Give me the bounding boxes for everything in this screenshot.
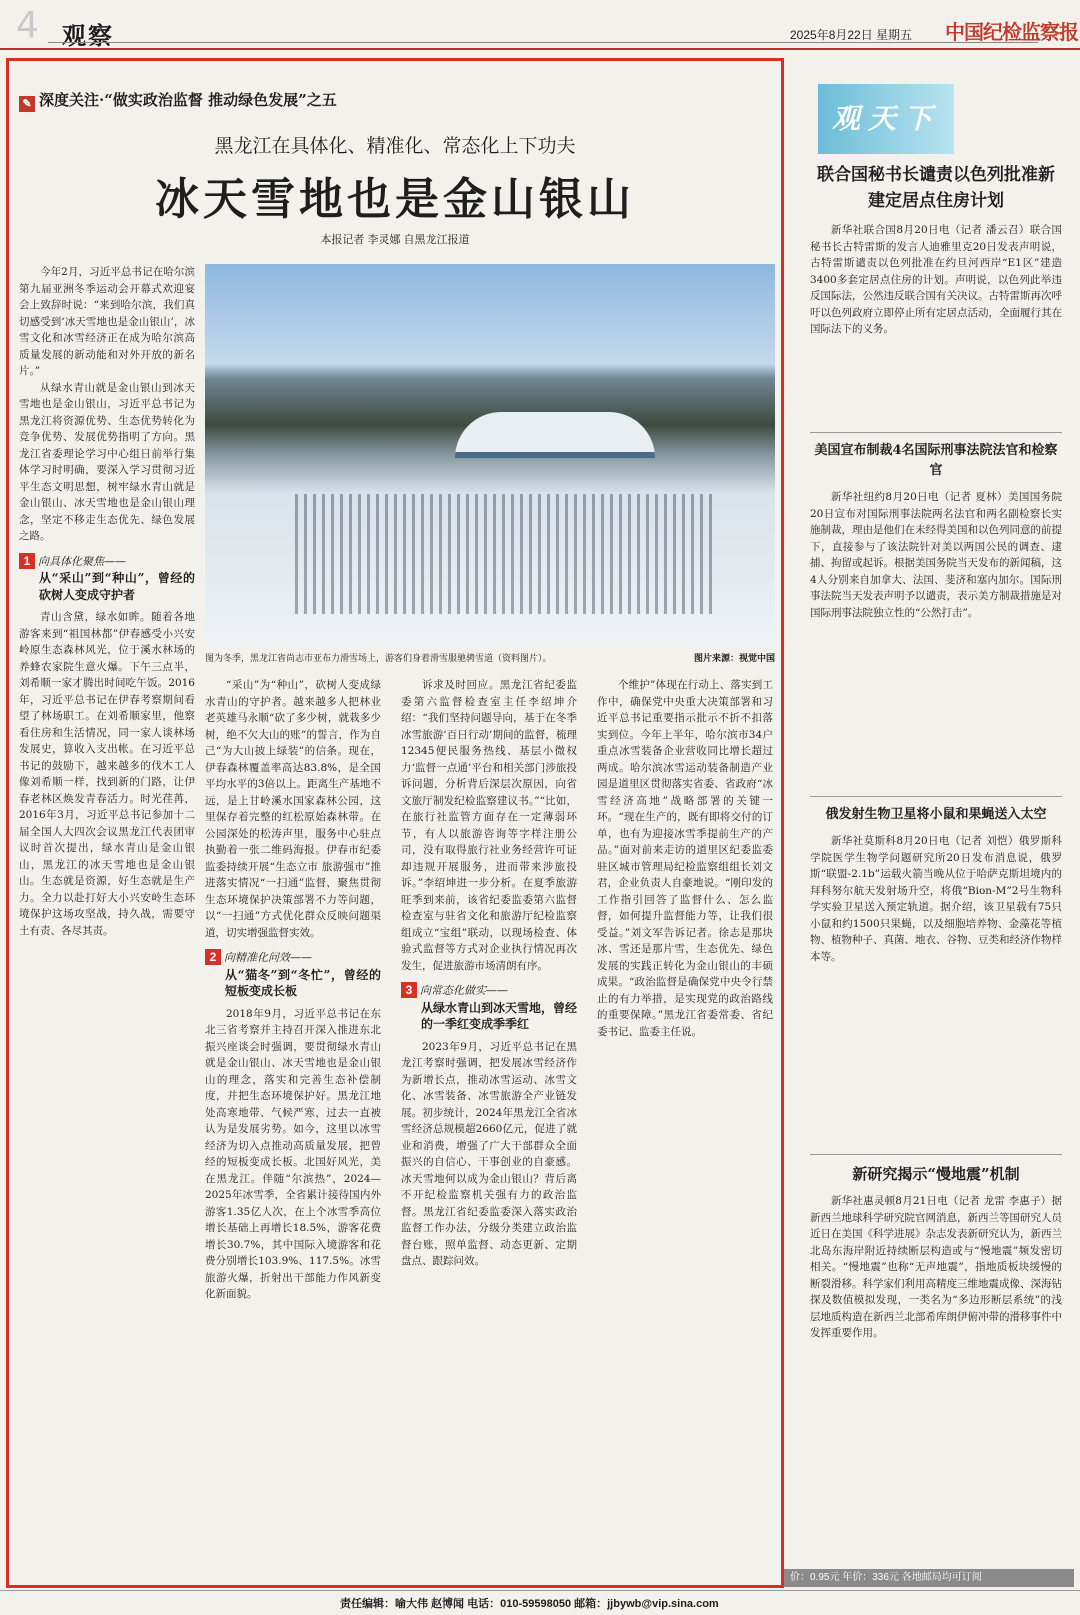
photo-caption — [205, 651, 775, 664]
news-headline: 新研究揭示“慢地震”机制 — [852, 1165, 1020, 1183]
world-news-sidebar — [798, 58, 1070, 1590]
editor-info: 责任编辑：喻大伟 赵博闻 电话：010-59598050 邮箱：jjbywb@vip.sina.com — [340, 1598, 719, 1610]
section-1-tag: 向具体化聚焦—— — [38, 554, 126, 568]
news-item — [810, 424, 1062, 799]
ski-dome-building — [455, 412, 655, 458]
section-3-body: 2023年9月，习近平总书记在黑龙江考察时强调，把发展冰雪经济作为新增长点，推动冰雪运动、冰雪文化、冰雪装备、冰雪旅游全产业链发展。初步统计，2024年黑龙江全省冰雪经济总规模超2660亿元，促进了就业和消费，增强了广大干部群众全面振兴的自信心、干事创业的自豪感。冰天雪地何以成为金山银山？背后离不开纪检监察机关强有力的政治监督。黑龙江省纪委监委深入落实政治监督工作办法，分级分类建立政治监督台账，照单监督、动态更新、定期盘点、跟踪问效。 — [401, 1040, 577, 1267]
section-2-title: 从“猫冬”到“冬忙”，曾经的短板变成长板 — [225, 967, 381, 998]
news-headline: 联合国秘书长谴责以色列批准新建定居点住房计划 — [817, 165, 1055, 211]
intro-paragraph-2: 从绿水青山就是金山银山到冰天雪地也是金山银山，习近平总书记为黑龙江将资源优势、生态优势转化为竞争优势、发展优势指明了方向。黑龙江省委理论学习中心组日前举行集体学习时明确，要深入学习贯彻习近平生态文明思想，树牢绿水青山就是金山银山、冰天雪地也是金山银山理念，坚定不移走生态优先、绿色发展之路。 — [19, 381, 195, 542]
skiers-crowd — [295, 494, 715, 614]
news-body: 新华社惠灵顿8月21日电（记者 龙雷 李惠子）据新西兰地球科学研究院官网消息，新西兰等国研究人员近日在美国《科学进展》杂志发表新研究认为，新西兰北岛东海岸附近持续断层构造或与“慢地震”频发密切相关。“慢地震”也称“无声地震”，指地质板块缓慢的断裂滑移。科学家们利用高精度三维地震成像、深海钻探及数值模拟发现，一类名为“多边形断层系统”的浅层地质构造在新西兰北部希库朗伊俯冲带的滑移事件中发挥重要作用。 — [810, 1195, 1062, 1339]
section-1-body: 青山含黛，绿水如眸。随着各地游客来到“祖国林都”伊春感受小兴安岭原生态森林风光，位于溪水林场的养蜂农家院生意火爆。下午三点半，刘希顺一家才腾出时间吃午饭。2016年，习近平总书记在伊春考察期间看望了林场职工。在刘希顺家里，他察看住房和生活情况，同一家人谈林场发展史，算收入支出帐。在习近平总书记的鼓励下，越来越多的伐木工人像刘希顺一样，找到新的门路，让伊春老林区焕发青春活力。时光荏苒，2016年3月，习近平总书记参加十二届全国人大四次会议黑龙江代表团审议时首次提出，绿水青山是金山银山，黑龙江的冰天雪地也是金山银山。生态就是资源，好生态就是生产力。全力以赴打好大小兴安岭生态环境保护这场攻坚战，持久战，需要守土有责、各尽其责。 — [19, 611, 195, 937]
section-3-tag: 向常态化做实—— — [420, 984, 508, 997]
news-headline: 美国宣布制裁4名国际刑事法院法官和检察官 — [814, 443, 1058, 478]
bookmark-icon: ✎ — [19, 96, 35, 112]
ski-resort-photo — [205, 264, 775, 647]
section-2-tag: 向精准化问效—— — [224, 951, 312, 964]
section-heading-2: 2 向精准化问效—— 从“猫冬”到“冬忙”，曾经的短板变成长板 — [205, 949, 381, 1000]
section-title: 观察 — [62, 21, 114, 50]
section-3-title: 从绿水青山到冰天雪地，曾经的一季红变成季季红 — [421, 1000, 577, 1031]
sidebar-banner: 观天下 — [818, 84, 954, 154]
news-headline: 俄发射生物卫星将小鼠和果蝇送入太空 — [825, 807, 1047, 822]
article-kicker — [19, 89, 337, 112]
article-subtitle: 黑龙江在具体化、精准化、常态化上下功夫 — [214, 135, 576, 157]
newspaper-logo: 中国纪检监察报 — [945, 20, 1078, 44]
section-heading-1: 1 向具体化聚焦—— 从“采山”到“种山”，曾经的砍树人变成守护者 — [19, 553, 195, 604]
section-1-title: 从“采山”到“种山”，曾经的砍树人变成守护者 — [39, 571, 195, 602]
page-header — [0, 0, 1080, 50]
column-2-body: “采山”为“种山”，砍树人变成绿水青山的守护者。越来越多人把林业老英雄马永顺“砍了多少树，就栽多少树，绝不欠大山的账”的誓言，作为自己“为大山披上绿装”的信条。现在，伊春森林覆盖率高达83.8%，是全国平均水平的3倍以上。距离生产基地不远，是上甘岭溪水国家森林公园，这里保存着完整的红松原始森林带。在公园深处的松涛声里，服务中心驻点执勤着一张二维码海报。伊春市纪委监委持续开展“生态立市 旅游强市”推进落实情况“一扫通”监督，聚焦贯彻生态环境保护决策部署不力等问题，以“一扫通”方式优化群众反映问题渠道，切实增强监督实效。 — [205, 679, 381, 939]
section-heading-3: 3 向常态化做实—— 从绿水青山到冰天雪地，曾经的一季红变成季季红 — [401, 982, 577, 1033]
photo-credit: 图片来源：视觉中国 — [693, 653, 775, 663]
column-3-body: 诉求及时回应。黑龙江省纪委监委第六监督检查室主任李绍坤介绍：“我们坚持问题导向，基于在冬季冰雪旅游‘百日行动’期间的监督，梳理12345便民服务热线、基层小微权力‘监督一点通’平台和相关部门涉旅投诉问题，分析背后深层次原因，向省文旅厅制发纪检监察建议书。”“比如，在旅行社监管方面存在一定薄弱环节，有人以旅游咨询等字样注册公司，没有取得旅行社业务经营许可证却违规开展服务，进而带来涉旅投诉。”李绍坤进一步分析。在夏季旅游旺季到来前，该省纪委监委第六监督检查室与驻省文化和旅游厅纪检监察组成立“宝组”联动，以现场检查、体验式监督等方式对企业执行情况再次发生，促进旅游市场清朗有序。 — [401, 679, 577, 972]
news-body: 新华社莫斯科8月20日电（记者 刘恺）俄罗斯科学院医学生物学问题研究所20日发布消息说，俄罗斯“联盟-2.1b”运载火箭当晚从位于哈萨克斯坦境内的拜科努尔航天发射场升空，将俄“Bion-M”2号生物科学实验卫星送入预定轨道。据介绍，该卫星载有75只小鼠和约1500只果蝇，以及细胞培养物、金藻花等植物、植物种子、真菌、地衣、谷物、豆类和经济作物样本等。 — [810, 835, 1062, 963]
news-body: 新华社纽约8月20日电（记者 夏林）美国国务院20日宣布对国际刑事法院两名法官和两名副检察长实施制裁，理由是他们在未经得美国和以色列同意的前提下，直接参与了该法院针对美以两国公民的调查、逮捕、拘留或起诉。根据美国务院当天发布的新闻稿，这4人分别来自加拿大、法国、斐济和塞内加尔。国际刑事法院当天发表声明予以谴责，表示美方制裁措施是对国际刑事法院独立性的“公然打击”。 — [810, 491, 1062, 619]
article-byline: 本报记者 李灵娜 自黑龙江报道 — [320, 234, 470, 246]
news-item — [810, 788, 1062, 1133]
column-4-body: 个维护”体现在行动上、落实到工作中，确保党中央重大决策部署和习近平总书记重要指示批示不折不扣落实到位。今年上半年，哈尔滨市34户重点冰雪装备企业营收同比增长超过两成。哈尔滨冰雪运动装备制造产业园是道里区贯彻落实省委、省政府“冰雪经济高地”战略部署的关键一环。“现在生产的，既有即将交付的订单，也有为迎接冰雪季提前生产的产品。”面对前来走访的道里区纪委监委驻区城市管理局纪检监察组组长刘文君，企业负责人自豪地说。“刚印发的工作指引回答了监督什么、怎么监督，如何提升监督能力等，让我们很受益。”刘文军告诉记者。徐志是那块冰、雪还是那片雪，生态优先、绿色发展的实践正转化为金山银山的丰硕成果。“政治监督是确保党中央令行禁止的有力举措，是实现党的政治路线的重要保障。”黑龙江省委常委、省纪委书记、监委主任说。 — [597, 679, 773, 1038]
news-item — [810, 162, 1062, 422]
column-3 — [401, 677, 577, 1577]
issue-date: 2025年8月22日 星期五 — [790, 28, 913, 42]
page-number: 4 — [16, 5, 39, 46]
page-footer — [0, 1572, 1080, 1615]
article-title: 冰天雪地也是金山银山 — [155, 174, 635, 225]
section-2-body: 2018年9月，习近平总书记在东北三省考察并主持召开深入推进东北振兴座谈会时强调，要贯彻绿水青山就是金山银山、冰天雪地也是金山银山的理念，落实和完善生态补偿制度，并把生态环境保护好。黑龙江地处高寒地带、气候严寒，过去一直被认为是发展劣势。如今，这里以冰雪经济为切入点推动高质量发展，把曾经的短板变成长板。北国好风光，美在黑龙江。伴随“尔滨热”，2024—2025年冰雪季，全省累计接待国内外游客1.35亿人次，在上个冰雪季高位增长基础上再增长18.5%，游客花费增长30.7%，其中国际入境游客和花费分别增长103.9%、117.5%。冰雪旅游火爆，折射出干部能力作风新变化新面貌。 — [205, 1007, 381, 1300]
subscription-price: 价：0.95元 年价：336元 各地邮局均可订阅 — [784, 1569, 1074, 1587]
news-divider — [810, 1154, 1062, 1155]
news-divider — [810, 796, 1062, 797]
caption-text: 图为冬季，黑龙江省尚志市亚布力滑雪场上，游客们身着滑雪服驰骋雪道（资料图片）。 — [205, 653, 552, 663]
kicker-text: 深度关注·“做实政治监督 推动绿色发展”之五 — [39, 91, 337, 109]
column-4 — [597, 677, 773, 1577]
news-body: 新华社联合国8月20日电（记者 潘云召）联合国秘书长古特雷斯的发言人迪雅里克20日发表声明说，古特雷斯谴责以色列批准在约旦河西岸“E1区”建造3400多套定居点住房的计划。声明说，以色列此举违反国际法，公然违反联合国有关决议。古特雷斯再次呼吁以色列政府立即停止所有定居点活动，全面履行其在国际法下的义务。 — [810, 224, 1062, 335]
news-divider — [810, 432, 1062, 433]
column-2 — [205, 677, 381, 1577]
news-item — [810, 1146, 1062, 1511]
column-1 — [19, 264, 195, 1574]
feature-article — [6, 58, 784, 1588]
intro-paragraph: 今年2月，习近平总书记在哈尔滨第九届亚洲冬季运动会开幕式欢迎宴会上致辞时说：“来到哈尔滨，我们真切感受到‘冰天雪地也是金山银山’，冰雪文化和冰雪经济正在成为哈尔滨高质量发展的新动能和对外开放的新名片。” — [19, 266, 195, 377]
